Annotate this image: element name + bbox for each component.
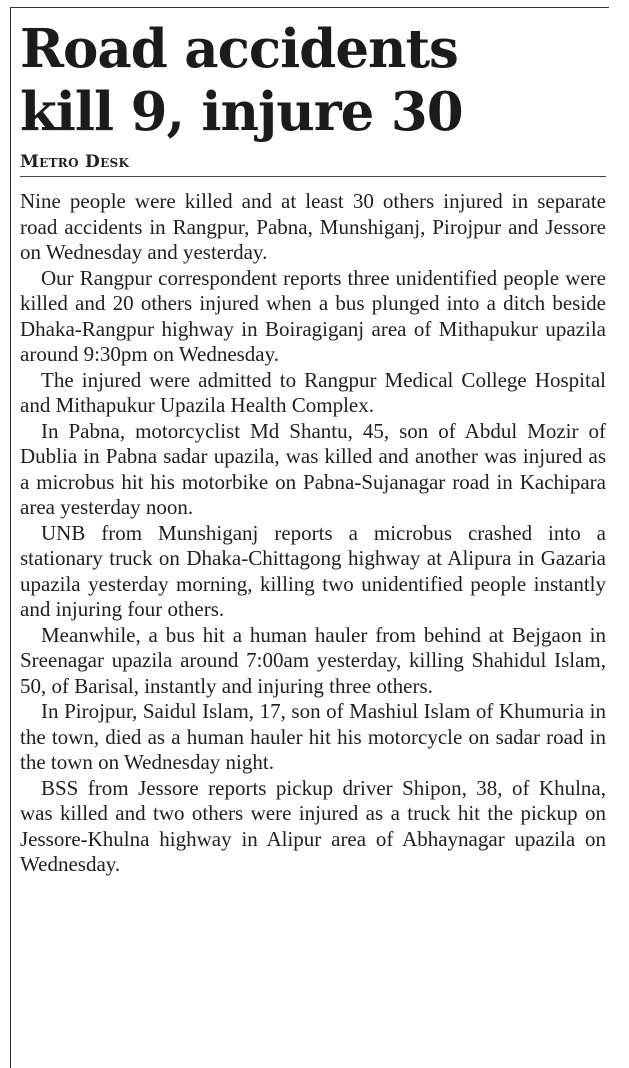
paragraph: In Pirojpur, Saidul Islam, 17, son of Mashiul Islam of Khumuria in the town, died as a human hauler hit his motorcycle on sadar road in the town on Wednesday night.	[20, 699, 606, 774]
paragraph: UNB from Munshiganj reports a microbus crashed into a stationary truck on Dhaka-Chittagong highway at Alipura in Gazaria upazila yesterday morning, killing two unidentified people instantly and injuring four others.	[20, 520, 606, 621]
byline: Metro Desk	[20, 152, 606, 177]
paragraph: Nine people were killed and at least 30 others injured in separate road accidents in Rangpur, Pabna, Munshiganj, Pirojpur and Jessore on Wednesday and yesterday.	[20, 189, 606, 264]
paragraph: The injured were admitted to Rangpur Medical College Hospital and Mithapukur Upazila Health Complex.	[20, 367, 606, 417]
paragraph: BSS from Jessore reports pickup driver Shipon, 38, of Khulna, was killed and two others were injured as a truck hit the pickup on Jessore-Khulna highway in Alipur area of Abhaynagar upazila on Wednesday.	[20, 775, 606, 876]
headline-line-2: kill 9, injure 30	[20, 81, 463, 143]
headline	[20, 18, 606, 144]
paragraph: In Pabna, motorcyclist Md Shantu, 45, son of Abdul Mozir of Dublia in Pabna sadar upazila, was killed and another was injured as a microbus hit his motorbike on Pabna-Sujanagar road in Kachipara area yesterday noon.	[20, 418, 606, 519]
paragraph: Meanwhile, a bus hit a human hauler from behind at Bejgaon in Sreenagar upazila around 7:00am yesterday, killing Shahidul Islam, 50, of Barisal, instantly and injuring three others.	[20, 622, 606, 698]
article-body	[20, 189, 606, 878]
article	[20, 18, 606, 878]
headline-line-1: Road accidents	[20, 18, 458, 80]
column-rule	[10, 7, 11, 1068]
top-rule	[10, 7, 609, 8]
paragraph: Our Rangpur correspondent reports three unidentified people were killed and 20 others injured when a bus plunged into a ditch beside Dhaka-Rangpur highway in Boiragiganj area of Mithapukur upazila around 9:30pm on Wednesday.	[20, 265, 606, 366]
